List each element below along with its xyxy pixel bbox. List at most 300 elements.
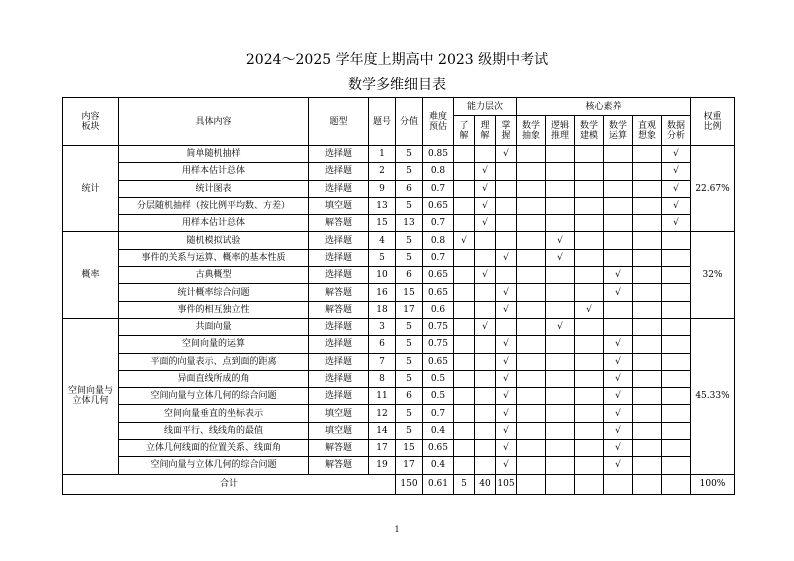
check-cell xyxy=(454,301,475,318)
check-cell: √ xyxy=(475,163,496,180)
check-cell xyxy=(454,353,475,370)
check-cell xyxy=(575,388,604,405)
difficulty-cell: 0.8 xyxy=(423,163,454,180)
check-cell xyxy=(575,232,604,249)
check-cell xyxy=(575,249,604,266)
check-cell xyxy=(604,232,633,249)
check-cell xyxy=(575,163,604,180)
content-cell: 统计概率综合问题 xyxy=(119,284,309,301)
score-cell: 5 xyxy=(396,232,423,249)
header-core-sub: 直观 想象 xyxy=(633,116,662,146)
difficulty-cell: 0.75 xyxy=(423,336,454,353)
check-cell: √ xyxy=(604,336,633,353)
difficulty-cell: 0.75 xyxy=(423,318,454,335)
check-cell: √ xyxy=(475,197,496,214)
check-cell xyxy=(633,232,662,249)
total-label: 合计 xyxy=(63,474,396,494)
check-cell: √ xyxy=(546,249,575,266)
content-cell: 用样本估计总体 xyxy=(119,163,309,180)
content-cell: 空间向量垂直的坐标表示 xyxy=(119,405,309,422)
check-cell xyxy=(575,336,604,353)
difficulty-cell: 0.65 xyxy=(423,284,454,301)
empty-cell xyxy=(662,474,691,494)
check-cell xyxy=(454,284,475,301)
check-cell xyxy=(546,146,575,163)
check-cell: √ xyxy=(475,267,496,284)
table-row xyxy=(63,267,735,284)
check-cell xyxy=(575,146,604,163)
check-cell: √ xyxy=(604,370,633,387)
spec-table xyxy=(62,97,735,495)
check-cell xyxy=(575,180,604,197)
difficulty-cell: 0.5 xyxy=(423,370,454,387)
check-cell xyxy=(662,232,691,249)
difficulty-cell: 0.7 xyxy=(423,215,454,232)
empty-cell xyxy=(575,474,604,494)
check-cell xyxy=(475,388,496,405)
content-cell: 异面直线所成的角 xyxy=(119,370,309,387)
check-cell xyxy=(633,301,662,318)
check-cell xyxy=(633,215,662,232)
check-cell xyxy=(517,180,546,197)
type-cell: 选择题 xyxy=(309,336,369,353)
check-cell: √ xyxy=(496,249,517,266)
check-cell xyxy=(633,249,662,266)
check-cell: √ xyxy=(496,422,517,439)
difficulty-cell: 0.7 xyxy=(423,405,454,422)
table-row xyxy=(63,232,735,249)
check-cell xyxy=(454,197,475,214)
check-cell xyxy=(517,405,546,422)
check-cell xyxy=(546,284,575,301)
number-cell: 19 xyxy=(369,457,396,474)
content-cell: 空间向量与立体几何的综合问题 xyxy=(119,457,309,474)
check-cell: √ xyxy=(662,215,691,232)
check-cell xyxy=(496,180,517,197)
header-core: 核心素养 xyxy=(517,98,691,116)
block-cell: 概率 xyxy=(63,232,119,318)
header-row xyxy=(63,98,735,116)
check-cell xyxy=(662,422,691,439)
table-row xyxy=(63,197,735,214)
check-cell xyxy=(662,440,691,457)
score-cell: 5 xyxy=(396,422,423,439)
content-cell: 随机模拟试验 xyxy=(119,232,309,249)
score-cell: 5 xyxy=(396,197,423,214)
table-row xyxy=(63,336,735,353)
table-row xyxy=(63,318,735,335)
check-cell xyxy=(454,318,475,335)
type-cell: 解答题 xyxy=(309,440,369,457)
check-cell xyxy=(662,249,691,266)
check-cell: √ xyxy=(496,146,517,163)
check-cell xyxy=(633,267,662,284)
score-cell: 6 xyxy=(396,267,423,284)
check-cell xyxy=(633,336,662,353)
check-cell xyxy=(662,318,691,335)
check-cell xyxy=(475,405,496,422)
empty-cell xyxy=(546,474,575,494)
score-cell: 5 xyxy=(396,163,423,180)
check-cell xyxy=(475,353,496,370)
check-cell xyxy=(517,249,546,266)
table-row xyxy=(63,163,735,180)
check-cell xyxy=(454,336,475,353)
header-content: 具体内容 xyxy=(119,98,309,146)
number-cell: 11 xyxy=(369,388,396,405)
number-cell: 16 xyxy=(369,284,396,301)
check-cell xyxy=(575,370,604,387)
check-cell xyxy=(546,267,575,284)
number-cell: 6 xyxy=(369,336,396,353)
check-cell xyxy=(633,146,662,163)
check-cell xyxy=(604,215,633,232)
check-cell xyxy=(496,318,517,335)
table-row xyxy=(63,405,735,422)
check-cell xyxy=(633,163,662,180)
type-cell: 选择题 xyxy=(309,146,369,163)
content-cell: 分层随机抽样（按比例平均数、方差） xyxy=(119,197,309,214)
check-cell xyxy=(546,457,575,474)
check-cell xyxy=(546,353,575,370)
check-cell xyxy=(575,405,604,422)
score-cell: 5 xyxy=(396,353,423,370)
check-cell xyxy=(662,457,691,474)
difficulty-cell: 0.7 xyxy=(423,180,454,197)
number-cell: 7 xyxy=(369,353,396,370)
check-cell xyxy=(575,440,604,457)
check-cell xyxy=(517,163,546,180)
type-cell: 选择题 xyxy=(309,180,369,197)
number-cell: 15 xyxy=(369,215,396,232)
number-cell: 12 xyxy=(369,405,396,422)
number-cell: 1 xyxy=(369,146,396,163)
score-cell: 5 xyxy=(396,336,423,353)
check-cell xyxy=(454,267,475,284)
score-cell: 5 xyxy=(396,370,423,387)
check-cell xyxy=(633,180,662,197)
check-cell: √ xyxy=(604,457,633,474)
difficulty-cell: 0.65 xyxy=(423,353,454,370)
number-cell: 5 xyxy=(369,249,396,266)
content-cell: 古典概型 xyxy=(119,267,309,284)
check-cell xyxy=(662,353,691,370)
total-score: 150 xyxy=(396,474,423,494)
check-cell xyxy=(517,370,546,387)
check-cell: √ xyxy=(604,353,633,370)
check-cell xyxy=(604,197,633,214)
type-cell: 填空题 xyxy=(309,422,369,439)
check-cell xyxy=(454,405,475,422)
check-cell xyxy=(475,249,496,266)
check-cell xyxy=(633,318,662,335)
check-cell xyxy=(496,163,517,180)
difficulty-cell: 0.8 xyxy=(423,232,454,249)
check-cell xyxy=(604,249,633,266)
header-ability: 能力层次 xyxy=(454,98,517,116)
table-row xyxy=(63,284,735,301)
check-cell xyxy=(633,388,662,405)
check-cell xyxy=(454,440,475,457)
difficulty-cell: 0.65 xyxy=(423,197,454,214)
difficulty-cell: 0.65 xyxy=(423,267,454,284)
type-cell: 选择题 xyxy=(309,163,369,180)
content-cell: 空间向量与立体几何的综合问题 xyxy=(119,388,309,405)
header-number: 题号 xyxy=(369,98,396,146)
check-cell: √ xyxy=(604,440,633,457)
check-cell xyxy=(546,336,575,353)
header-core-sub: 数学 抽象 xyxy=(517,116,546,146)
header-core-sub: 数据 分析 xyxy=(662,116,691,146)
check-cell: √ xyxy=(546,318,575,335)
check-cell xyxy=(546,405,575,422)
check-cell xyxy=(517,353,546,370)
total-weight: 100% xyxy=(691,474,735,494)
header-core-sub: 数学 建模 xyxy=(575,116,604,146)
check-cell: √ xyxy=(496,336,517,353)
check-cell xyxy=(575,284,604,301)
table-row xyxy=(63,249,735,266)
number-cell: 13 xyxy=(369,197,396,214)
check-cell: √ xyxy=(475,215,496,232)
check-cell xyxy=(604,301,633,318)
check-cell xyxy=(604,146,633,163)
check-cell xyxy=(496,232,517,249)
difficulty-cell: 0.5 xyxy=(423,388,454,405)
check-cell xyxy=(454,146,475,163)
check-cell xyxy=(475,457,496,474)
document-title: 2024～2025 学年度上期高中 2023 级期中考试 xyxy=(245,52,549,68)
check-cell xyxy=(475,146,496,163)
weight-cell: 22.67% xyxy=(691,146,735,232)
header-core-sub: 逻辑 推理 xyxy=(546,116,575,146)
header-ability-sub: 了 解 xyxy=(454,116,475,146)
table-row xyxy=(63,215,735,232)
content-cell: 事件的相互独立性 xyxy=(119,301,309,318)
type-cell: 解答题 xyxy=(309,215,369,232)
check-cell: √ xyxy=(475,318,496,335)
score-cell: 15 xyxy=(396,284,423,301)
check-cell xyxy=(604,318,633,335)
page-number: 1 xyxy=(394,525,400,534)
check-cell xyxy=(633,197,662,214)
check-cell xyxy=(633,353,662,370)
check-cell xyxy=(454,388,475,405)
type-cell: 选择题 xyxy=(309,232,369,249)
table-row xyxy=(63,180,735,197)
check-cell xyxy=(517,267,546,284)
check-cell: √ xyxy=(475,180,496,197)
check-cell xyxy=(475,232,496,249)
type-cell: 解答题 xyxy=(309,284,369,301)
check-cell xyxy=(496,267,517,284)
difficulty-cell: 0.65 xyxy=(423,440,454,457)
check-cell xyxy=(662,267,691,284)
check-cell xyxy=(633,284,662,301)
check-cell xyxy=(546,370,575,387)
check-cell xyxy=(662,284,691,301)
check-cell: √ xyxy=(496,388,517,405)
header-type: 题型 xyxy=(309,98,369,146)
check-cell xyxy=(546,163,575,180)
table-row xyxy=(63,440,735,457)
content-cell: 线面平行、线线角的最值 xyxy=(119,422,309,439)
score-cell: 5 xyxy=(396,405,423,422)
check-cell xyxy=(517,146,546,163)
check-cell xyxy=(517,197,546,214)
score-cell: 6 xyxy=(396,388,423,405)
total-ability-2: 40 xyxy=(475,474,496,494)
check-cell: √ xyxy=(496,457,517,474)
check-cell: √ xyxy=(546,232,575,249)
type-cell: 选择题 xyxy=(309,370,369,387)
total-ability-1: 5 xyxy=(454,474,475,494)
check-cell xyxy=(517,457,546,474)
weight-cell: 45.33% xyxy=(691,318,735,474)
check-cell xyxy=(475,370,496,387)
check-cell xyxy=(546,422,575,439)
difficulty-cell: 0.4 xyxy=(423,422,454,439)
score-cell: 5 xyxy=(396,249,423,266)
difficulty-cell: 0.6 xyxy=(423,301,454,318)
check-cell xyxy=(604,180,633,197)
check-cell xyxy=(454,249,475,266)
total-row xyxy=(63,474,735,494)
check-cell xyxy=(454,370,475,387)
check-cell xyxy=(496,197,517,214)
table-row xyxy=(63,353,735,370)
number-cell: 14 xyxy=(369,422,396,439)
check-cell xyxy=(454,215,475,232)
header-block: 内容 板块 xyxy=(63,98,119,146)
content-cell: 平面的向量表示、点到面的距离 xyxy=(119,353,309,370)
type-cell: 选择题 xyxy=(309,353,369,370)
check-cell xyxy=(475,301,496,318)
check-cell: √ xyxy=(604,267,633,284)
header-ability-sub: 掌 握 xyxy=(496,116,517,146)
content-cell: 用样本估计总体 xyxy=(119,215,309,232)
check-cell xyxy=(662,370,691,387)
content-cell: 简单随机抽样 xyxy=(119,146,309,163)
check-cell xyxy=(604,163,633,180)
table-row xyxy=(63,457,735,474)
check-cell xyxy=(517,422,546,439)
content-cell: 共面向量 xyxy=(119,318,309,335)
table-row xyxy=(63,422,735,439)
table-row xyxy=(63,370,735,387)
empty-cell xyxy=(517,474,546,494)
check-cell xyxy=(517,440,546,457)
total-difficulty: 0.61 xyxy=(423,474,454,494)
check-cell xyxy=(633,370,662,387)
check-cell xyxy=(546,301,575,318)
header-core-sub: 数学 运算 xyxy=(604,116,633,146)
empty-cell xyxy=(633,474,662,494)
check-cell: √ xyxy=(604,388,633,405)
header-score: 分值 xyxy=(396,98,423,146)
check-cell xyxy=(454,163,475,180)
score-cell: 17 xyxy=(396,457,423,474)
number-cell: 2 xyxy=(369,163,396,180)
check-cell: √ xyxy=(496,353,517,370)
document-subtitle: 数学多维细目表 xyxy=(348,77,446,93)
check-cell: √ xyxy=(604,284,633,301)
difficulty-cell: 0.85 xyxy=(423,146,454,163)
number-cell: 4 xyxy=(369,232,396,249)
check-cell xyxy=(575,318,604,335)
check-cell: √ xyxy=(604,422,633,439)
check-cell: √ xyxy=(454,232,475,249)
number-cell: 3 xyxy=(369,318,396,335)
check-cell xyxy=(475,422,496,439)
check-cell xyxy=(517,284,546,301)
type-cell: 选择题 xyxy=(309,267,369,284)
table-row xyxy=(63,388,735,405)
check-cell: √ xyxy=(496,284,517,301)
difficulty-cell: 0.7 xyxy=(423,249,454,266)
check-cell xyxy=(454,457,475,474)
check-cell xyxy=(633,422,662,439)
check-cell xyxy=(475,336,496,353)
check-cell xyxy=(662,405,691,422)
table-row xyxy=(63,146,735,163)
type-cell: 解答题 xyxy=(309,457,369,474)
type-cell: 填空题 xyxy=(309,405,369,422)
check-cell xyxy=(575,215,604,232)
check-cell xyxy=(454,180,475,197)
check-cell: √ xyxy=(496,301,517,318)
number-cell: 8 xyxy=(369,370,396,387)
header-difficulty: 难度 预估 xyxy=(423,98,454,146)
check-cell xyxy=(575,197,604,214)
check-cell xyxy=(662,388,691,405)
check-cell xyxy=(546,197,575,214)
header-weight: 权重 比例 xyxy=(691,98,735,146)
check-cell xyxy=(475,440,496,457)
number-cell: 18 xyxy=(369,301,396,318)
weight-cell: 32% xyxy=(691,232,735,318)
check-cell xyxy=(454,422,475,439)
check-cell xyxy=(662,336,691,353)
check-cell: √ xyxy=(662,197,691,214)
check-cell xyxy=(575,267,604,284)
check-cell xyxy=(575,422,604,439)
score-cell: 6 xyxy=(396,180,423,197)
content-cell: 统计图表 xyxy=(119,180,309,197)
check-cell: √ xyxy=(575,301,604,318)
check-cell xyxy=(517,336,546,353)
check-cell xyxy=(546,215,575,232)
score-cell: 5 xyxy=(396,146,423,163)
content-cell: 事件的关系与运算、概率的基本性质 xyxy=(119,249,309,266)
check-cell: √ xyxy=(496,440,517,457)
check-cell xyxy=(633,440,662,457)
check-cell xyxy=(517,215,546,232)
header-ability-sub: 理 解 xyxy=(475,116,496,146)
block-cell: 统计 xyxy=(63,146,119,232)
check-cell: √ xyxy=(496,370,517,387)
check-cell xyxy=(517,318,546,335)
score-cell: 5 xyxy=(396,318,423,335)
type-cell: 解答题 xyxy=(309,301,369,318)
check-cell xyxy=(575,457,604,474)
table-row xyxy=(63,301,735,318)
check-cell: √ xyxy=(662,146,691,163)
check-cell: √ xyxy=(604,405,633,422)
check-cell: √ xyxy=(496,405,517,422)
block-cell: 空间向量与 立体几何 xyxy=(63,318,119,474)
content-cell: 立体几何线面的位置关系、线面角 xyxy=(119,440,309,457)
